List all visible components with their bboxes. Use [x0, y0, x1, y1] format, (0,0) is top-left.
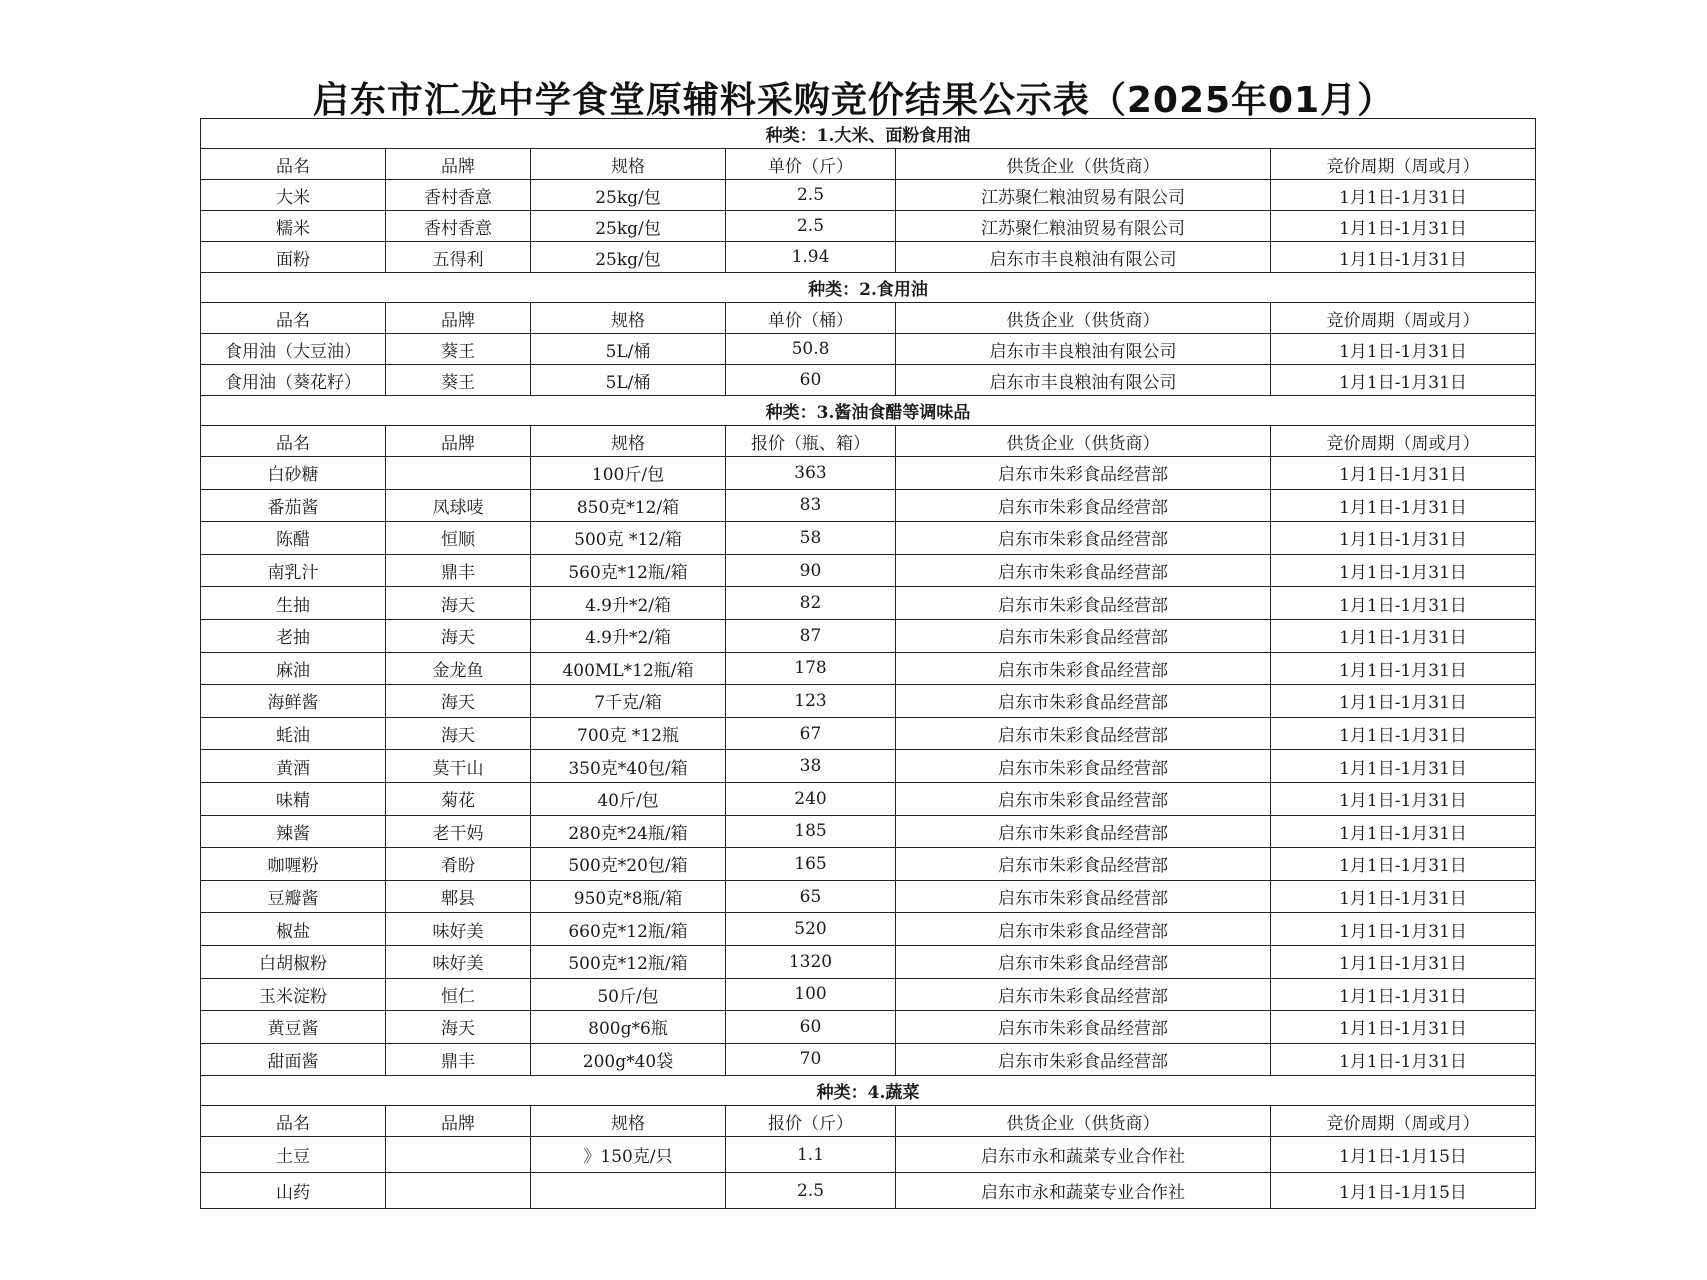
table-row: [201, 242, 1536, 273]
spec-cell: 100斤/包: [531, 457, 726, 490]
price-cell: 82: [726, 587, 896, 620]
header-item-name: 品名: [201, 303, 386, 334]
header-period: 竞价周期（周或月）: [1271, 303, 1536, 334]
item-name-cell: 土豆: [201, 1137, 386, 1173]
supplier-cell: 启东市朱彩食品经营部: [896, 685, 1271, 718]
header-row: [201, 149, 1536, 180]
header-brand: 品牌: [386, 426, 531, 457]
spec-cell: 25kg/包: [531, 180, 726, 211]
item-name-cell: 豆瓣酱: [201, 880, 386, 913]
brand-cell: 葵王: [386, 365, 531, 396]
price-cell: 38: [726, 750, 896, 783]
period-cell: 1月1日-1月31日: [1271, 365, 1536, 396]
supplier-cell: 启东市朱彩食品经营部: [896, 848, 1271, 881]
period-cell: 1月1日-1月31日: [1271, 880, 1536, 913]
spec-cell: 500克*20包/箱: [531, 848, 726, 881]
brand-cell: [386, 457, 531, 490]
spec-cell: 4.9升*2/箱: [531, 619, 726, 652]
supplier-cell: 启东市丰良粮油有限公司: [896, 334, 1271, 365]
table-row: [201, 945, 1536, 978]
table-row: [201, 717, 1536, 750]
supplier-cell: 启东市朱彩食品经营部: [896, 554, 1271, 587]
brand-cell: 肴盼: [386, 848, 531, 881]
brand-cell: 五得利: [386, 242, 531, 273]
brand-cell: 鼎丰: [386, 1043, 531, 1076]
spec-cell: 25kg/包: [531, 211, 726, 242]
period-cell: 1月1日-1月31日: [1271, 211, 1536, 242]
category-title: 种类：1.大米、面粉食用油: [201, 119, 1536, 149]
brand-cell: 海天: [386, 717, 531, 750]
table-row: [201, 815, 1536, 848]
table-row: [201, 880, 1536, 913]
brand-cell: 凤球唛: [386, 489, 531, 522]
header-price: 报价（斤）: [726, 1106, 896, 1137]
header-item-name: 品名: [201, 426, 386, 457]
item-name-cell: 椒盐: [201, 913, 386, 946]
table-row: [201, 522, 1536, 555]
supplier-cell: 启东市朱彩食品经营部: [896, 880, 1271, 913]
category-title: 种类：2.食用油: [201, 273, 1536, 303]
supplier-cell: 启东市朱彩食品经营部: [896, 457, 1271, 490]
spec-cell: 950克*8瓶/箱: [531, 880, 726, 913]
supplier-cell: 启东市朱彩食品经营部: [896, 815, 1271, 848]
header-spec: 规格: [531, 426, 726, 457]
price-cell: 50.8: [726, 334, 896, 365]
header-period: 竞价周期（周或月）: [1271, 1106, 1536, 1137]
table-row: [201, 652, 1536, 685]
price-cell: 60: [726, 1011, 896, 1044]
period-cell: 1月1日-1月31日: [1271, 180, 1536, 211]
spec-cell: 500克*12瓶/箱: [531, 945, 726, 978]
period-cell: 1月1日-1月31日: [1271, 522, 1536, 555]
period-cell: 1月1日-1月31日: [1271, 334, 1536, 365]
period-cell: 1月1日-1月31日: [1271, 242, 1536, 273]
period-cell: 1月1日-1月31日: [1271, 978, 1536, 1011]
supplier-cell: 启东市朱彩食品经营部: [896, 782, 1271, 815]
item-name-cell: 老抽: [201, 619, 386, 652]
price-cell: 65: [726, 880, 896, 913]
item-name-cell: 食用油（大豆油）: [201, 334, 386, 365]
supplier-cell: 启东市朱彩食品经营部: [896, 1011, 1271, 1044]
table-row: [201, 1173, 1536, 1209]
table-row: [201, 211, 1536, 242]
period-cell: 1月1日-1月31日: [1271, 1011, 1536, 1044]
period-cell: 1月1日-1月31日: [1271, 717, 1536, 750]
table-row: [201, 365, 1536, 396]
spec-cell: 850克*12/箱: [531, 489, 726, 522]
brand-cell: 郫县: [386, 880, 531, 913]
header-price: 报价（瓶、箱）: [726, 426, 896, 457]
spec-cell: 50斤/包: [531, 978, 726, 1011]
price-cell: 58: [726, 522, 896, 555]
spec-cell: 660克*12瓶/箱: [531, 913, 726, 946]
price-cell: 123: [726, 685, 896, 718]
price-cell: 90: [726, 554, 896, 587]
period-cell: 1月1日-1月31日: [1271, 619, 1536, 652]
brand-cell: 莫干山: [386, 750, 531, 783]
price-cell: 185: [726, 815, 896, 848]
supplier-cell: 启东市朱彩食品经营部: [896, 717, 1271, 750]
brand-cell: 味好美: [386, 913, 531, 946]
supplier-cell: 江苏聚仁粮油贸易有限公司: [896, 180, 1271, 211]
category-row: [201, 396, 1536, 426]
price-cell: 2.5: [726, 211, 896, 242]
table-row: [201, 554, 1536, 587]
item-name-cell: 面粉: [201, 242, 386, 273]
period-cell: 1月1日-1月15日: [1271, 1173, 1536, 1209]
table-row: [201, 489, 1536, 522]
header-item-name: 品名: [201, 1106, 386, 1137]
item-name-cell: 生抽: [201, 587, 386, 620]
item-name-cell: 白胡椒粉: [201, 945, 386, 978]
brand-cell: 恒仁: [386, 978, 531, 1011]
supplier-cell: 启东市朱彩食品经营部: [896, 913, 1271, 946]
supplier-cell: 江苏聚仁粮油贸易有限公司: [896, 211, 1271, 242]
brand-cell: 香村香意: [386, 211, 531, 242]
spec-cell: [531, 1173, 726, 1209]
price-cell: 83: [726, 489, 896, 522]
category-row: [201, 119, 1536, 149]
period-cell: 1月1日-1月15日: [1271, 1137, 1536, 1173]
category-row: [201, 273, 1536, 303]
price-cell: 60: [726, 365, 896, 396]
supplier-cell: 启东市永和蔬菜专业合作社: [896, 1173, 1271, 1209]
brand-cell: 金龙鱼: [386, 652, 531, 685]
price-cell: 165: [726, 848, 896, 881]
supplier-cell: 启东市朱彩食品经营部: [896, 522, 1271, 555]
spec-cell: 500克 *12/箱: [531, 522, 726, 555]
table-row: [201, 180, 1536, 211]
header-supplier: 供货企业（供货商）: [896, 1106, 1271, 1137]
supplier-cell: 启东市朱彩食品经营部: [896, 1043, 1271, 1076]
item-name-cell: 辣酱: [201, 815, 386, 848]
item-name-cell: 玉米淀粉: [201, 978, 386, 1011]
period-cell: 1月1日-1月31日: [1271, 945, 1536, 978]
supplier-cell: 启东市永和蔬菜专业合作社: [896, 1137, 1271, 1173]
header-period: 竞价周期（周或月）: [1271, 149, 1536, 180]
header-period: 竞价周期（周或月）: [1271, 426, 1536, 457]
item-name-cell: 黄酒: [201, 750, 386, 783]
spec-cell: 5L/桶: [531, 334, 726, 365]
header-brand: 品牌: [386, 303, 531, 334]
table-row: [201, 685, 1536, 718]
spec-cell: 4.9升*2/箱: [531, 587, 726, 620]
price-cell: 178: [726, 652, 896, 685]
price-cell: 87: [726, 619, 896, 652]
table-row: [201, 1011, 1536, 1044]
price-cell: 520: [726, 913, 896, 946]
item-name-cell: 糯米: [201, 211, 386, 242]
header-price: 单价（桶）: [726, 303, 896, 334]
price-cell: 1.1: [726, 1137, 896, 1173]
spec-cell: 280克*24瓶/箱: [531, 815, 726, 848]
table-row: [201, 1043, 1536, 1076]
brand-cell: 菊花: [386, 782, 531, 815]
spec-cell: 40斤/包: [531, 782, 726, 815]
item-name-cell: 甜面酱: [201, 1043, 386, 1076]
price-cell: 1.94: [726, 242, 896, 273]
header-price: 单价（斤）: [726, 149, 896, 180]
header-spec: 规格: [531, 1106, 726, 1137]
category-title: 种类：3.酱油食醋等调味品: [201, 396, 1536, 426]
supplier-cell: 启东市丰良粮油有限公司: [896, 365, 1271, 396]
brand-cell: 海天: [386, 587, 531, 620]
supplier-cell: 启东市丰良粮油有限公司: [896, 242, 1271, 273]
item-name-cell: 麻油: [201, 652, 386, 685]
item-name-cell: 大米: [201, 180, 386, 211]
item-name-cell: 陈醋: [201, 522, 386, 555]
item-name-cell: 南乳汁: [201, 554, 386, 587]
period-cell: 1月1日-1月31日: [1271, 489, 1536, 522]
brand-cell: 海天: [386, 685, 531, 718]
brand-cell: 葵王: [386, 334, 531, 365]
period-cell: 1月1日-1月31日: [1271, 1043, 1536, 1076]
table-row: [201, 913, 1536, 946]
category-row: [201, 1076, 1536, 1106]
table-row: [201, 334, 1536, 365]
spec-cell: 200g*40袋: [531, 1043, 726, 1076]
item-name-cell: 山药: [201, 1173, 386, 1209]
brand-cell: 恒顺: [386, 522, 531, 555]
period-cell: 1月1日-1月31日: [1271, 815, 1536, 848]
spec-cell: 400ML*12瓶/箱: [531, 652, 726, 685]
header-spec: 规格: [531, 149, 726, 180]
item-name-cell: 海鲜酱: [201, 685, 386, 718]
item-name-cell: 味精: [201, 782, 386, 815]
header-supplier: 供货企业（供货商）: [896, 149, 1271, 180]
spec-cell: 》150克/只: [531, 1137, 726, 1173]
period-cell: 1月1日-1月31日: [1271, 457, 1536, 490]
period-cell: 1月1日-1月31日: [1271, 685, 1536, 718]
table-row: [201, 848, 1536, 881]
header-row: [201, 426, 1536, 457]
table-row: [201, 587, 1536, 620]
price-cell: 2.5: [726, 1173, 896, 1209]
table-row: [201, 457, 1536, 490]
supplier-cell: 启东市朱彩食品经营部: [896, 587, 1271, 620]
spec-cell: 7千克/箱: [531, 685, 726, 718]
price-cell: 100: [726, 978, 896, 1011]
spec-cell: 25kg/包: [531, 242, 726, 273]
supplier-cell: 启东市朱彩食品经营部: [896, 652, 1271, 685]
brand-cell: [386, 1137, 531, 1173]
spec-cell: 800g*6瓶: [531, 1011, 726, 1044]
header-row: [201, 1106, 1536, 1137]
header-brand: 品牌: [386, 149, 531, 180]
table-row: [201, 750, 1536, 783]
supplier-cell: 启东市朱彩食品经营部: [896, 978, 1271, 1011]
item-name-cell: 白砂糖: [201, 457, 386, 490]
period-cell: 1月1日-1月31日: [1271, 782, 1536, 815]
brand-cell: 海天: [386, 1011, 531, 1044]
header-item-name: 品名: [201, 149, 386, 180]
header-supplier: 供货企业（供货商）: [896, 426, 1271, 457]
brand-cell: 香村香意: [386, 180, 531, 211]
spec-cell: 350克*40包/箱: [531, 750, 726, 783]
brand-cell: 海天: [386, 619, 531, 652]
table-row: [201, 978, 1536, 1011]
period-cell: 1月1日-1月31日: [1271, 913, 1536, 946]
brand-cell: 鼎丰: [386, 554, 531, 587]
price-cell: 240: [726, 782, 896, 815]
header-row: [201, 303, 1536, 334]
procurement-table: [200, 118, 1536, 1209]
brand-cell: 老干妈: [386, 815, 531, 848]
period-cell: 1月1日-1月31日: [1271, 587, 1536, 620]
supplier-cell: 启东市朱彩食品经营部: [896, 945, 1271, 978]
spec-cell: 560克*12瓶/箱: [531, 554, 726, 587]
header-brand: 品牌: [386, 1106, 531, 1137]
category-title: 种类：4.蔬菜: [201, 1076, 1536, 1106]
spec-cell: 5L/桶: [531, 365, 726, 396]
brand-cell: 味好美: [386, 945, 531, 978]
item-name-cell: 食用油（葵花籽）: [201, 365, 386, 396]
price-cell: 1320: [726, 945, 896, 978]
period-cell: 1月1日-1月31日: [1271, 750, 1536, 783]
header-spec: 规格: [531, 303, 726, 334]
header-supplier: 供货企业（供货商）: [896, 303, 1271, 334]
item-name-cell: 蚝油: [201, 717, 386, 750]
price-cell: 67: [726, 717, 896, 750]
price-cell: 363: [726, 457, 896, 490]
item-name-cell: 咖喱粉: [201, 848, 386, 881]
period-cell: 1月1日-1月31日: [1271, 848, 1536, 881]
supplier-cell: 启东市朱彩食品经营部: [896, 619, 1271, 652]
supplier-cell: 启东市朱彩食品经营部: [896, 489, 1271, 522]
item-name-cell: 番茄酱: [201, 489, 386, 522]
price-cell: 70: [726, 1043, 896, 1076]
spec-cell: 700克 *12瓶: [531, 717, 726, 750]
supplier-cell: 启东市朱彩食品经营部: [896, 750, 1271, 783]
period-cell: 1月1日-1月31日: [1271, 554, 1536, 587]
brand-cell: [386, 1173, 531, 1209]
item-name-cell: 黄豆酱: [201, 1011, 386, 1044]
period-cell: 1月1日-1月31日: [1271, 652, 1536, 685]
table-row: [201, 1137, 1536, 1173]
price-cell: 2.5: [726, 180, 896, 211]
table-row: [201, 619, 1536, 652]
table-row: [201, 782, 1536, 815]
document-title: 启东市汇龙中学食堂原辅料采购竞价结果公示表（2025年01月）: [312, 80, 1395, 121]
